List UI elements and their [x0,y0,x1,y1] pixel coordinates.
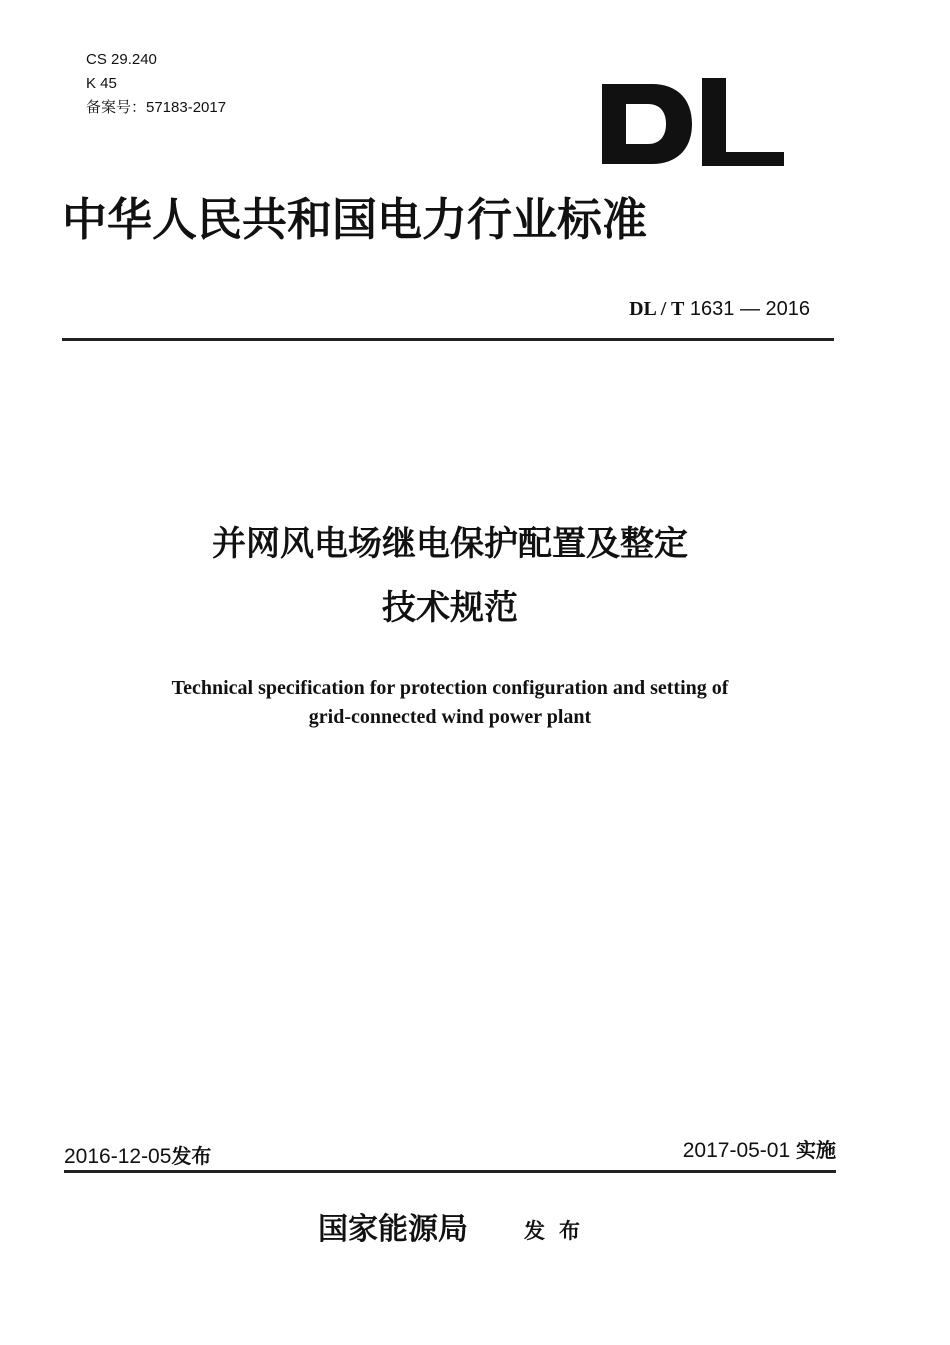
ics-code: CS 29.240 [86,51,157,68]
implement-date-value: 2017-05-01 [682,1139,791,1162]
ccs-code: K 45 [86,75,117,92]
title-cn-line2: 技术规范 [382,588,518,628]
header-divider [62,338,834,341]
standard-number-prefix: DL / T [629,298,685,320]
title-en-line2: grid-connected wind power plant [308,706,592,728]
standard-number-value: 1631 — 2016 [689,298,810,320]
implement-date [683,1136,836,1165]
title-cn-line1: 并网风电场继电保护配置及整定 [212,524,688,564]
logo-letter-l [702,78,784,166]
issue-date [64,1142,211,1171]
issue-date-value: 2016-12-05 [64,1145,172,1168]
issue-date-label: 发布 [171,1144,212,1168]
title-en-line1: Technical specification for protection configuration and setting of [171,677,729,699]
dl-logo [598,70,788,174]
publisher-action: 发布 [524,1219,594,1243]
footer-divider [64,1170,836,1173]
implement-date-label: 实施 [796,1138,836,1162]
publisher-name: 国家能源局 [318,1212,468,1247]
standard-number [629,296,810,322]
standard-category-title: 中华人民共和国电力行业标准 [62,193,648,246]
logo-letter-d [602,84,692,164]
record-number: 备案号：57183-2017 [86,99,227,116]
